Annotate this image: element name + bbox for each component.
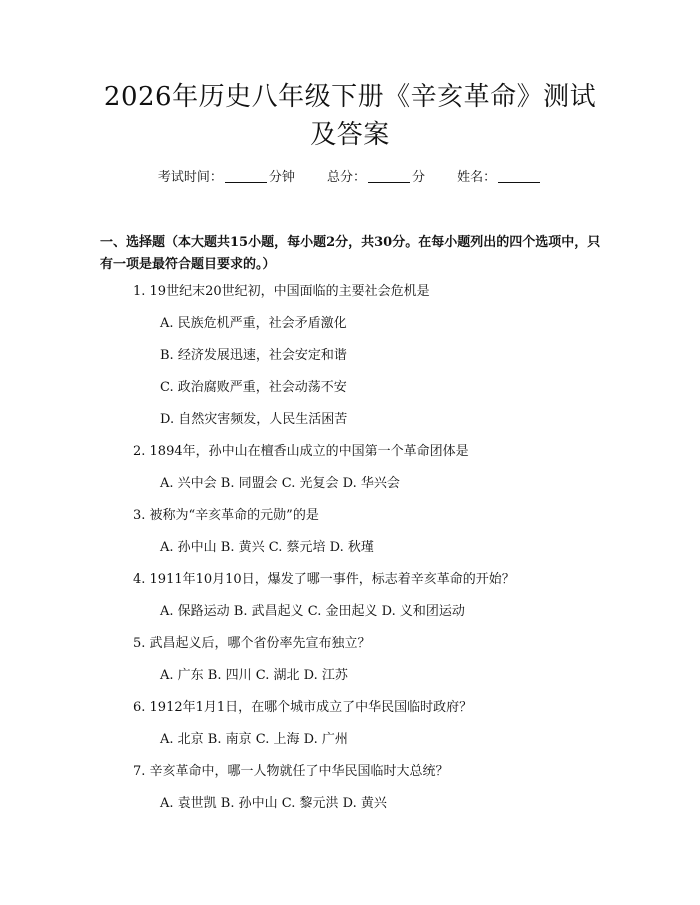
student-name-label: 姓名： [457, 170, 497, 185]
question-1-option-d: D. 自然灾害频发，人民生活困苦 [160, 412, 348, 427]
question-3-options: A. 孙中山 B. 黄兴 C. 蔡元培 D. 秋瑾 [160, 540, 374, 555]
student-name-blank [498, 169, 540, 183]
exam-time-field [158, 168, 295, 188]
question-1-option-b: B. 经济发展迅速，社会安定和谐 [160, 348, 347, 363]
document-title: 2026年历史八年级下册《辛亥革命》测试及答案 [103, 82, 597, 150]
question-1-option-c: C. 政治腐败严重，社会动荡不安 [160, 380, 347, 395]
question-6-options: A. 北京 B. 南京 C. 上海 D. 广州 [160, 732, 348, 747]
exam-time-unit: 分钟 [268, 170, 295, 185]
question-1-stem: 1. 19世纪末20世纪初，中国面临的主要社会危机是 [133, 284, 430, 299]
exam-time-blank [225, 169, 267, 183]
question-5-stem: 5. 武昌起义后，哪个省份率先宣布独立？ [133, 636, 371, 651]
question-1-option-a: A. 民族危机严重，社会矛盾激化 [160, 316, 347, 331]
question-4-stem: 4. 1911年10月10日，爆发了哪一事件，标志着辛亥革命的开始？ [133, 572, 515, 587]
question-6-stem: 6. 1912年1月1日，在哪个城市成立了中华民国临时政府？ [133, 700, 473, 715]
total-score-label: 总分： [326, 170, 366, 185]
question-3-stem: 3. 被称为“辛亥革命的元勋”的是 [133, 508, 319, 523]
section-heading: 一、选择题（本大题共15小题，每小题2分，共30分。在每小题列出的四个选项中，只有一项是最符合题目要求的。） [100, 235, 601, 272]
student-name-field [457, 168, 542, 188]
question-5-options: A. 广东 B. 四川 C. 湖北 D. 江苏 [160, 668, 348, 683]
question-2-stem: 2. 1894年，孙中山在檀香山成立的中国第一个革命团体是 [133, 444, 469, 459]
question-7-options: A. 袁世凯 B. 孙中山 C. 黎元洪 D. 黄兴 [160, 796, 387, 811]
total-score-field [327, 168, 425, 188]
question-7-stem: 7. 辛亥革命中，哪一人物就任了中华民国临时大总统？ [133, 764, 449, 779]
total-score-blank [368, 169, 410, 183]
question-4-options: A. 保路运动 B. 武昌起义 C. 金田起义 D. 义和团运动 [160, 604, 465, 619]
exam-meta-line [0, 168, 700, 188]
question-2-options: A. 兴中会 B. 同盟会 C. 光复会 D. 华兴会 [160, 476, 400, 491]
total-score-unit: 分 [412, 170, 426, 185]
exam-time-label: 考试时间： [157, 170, 223, 185]
